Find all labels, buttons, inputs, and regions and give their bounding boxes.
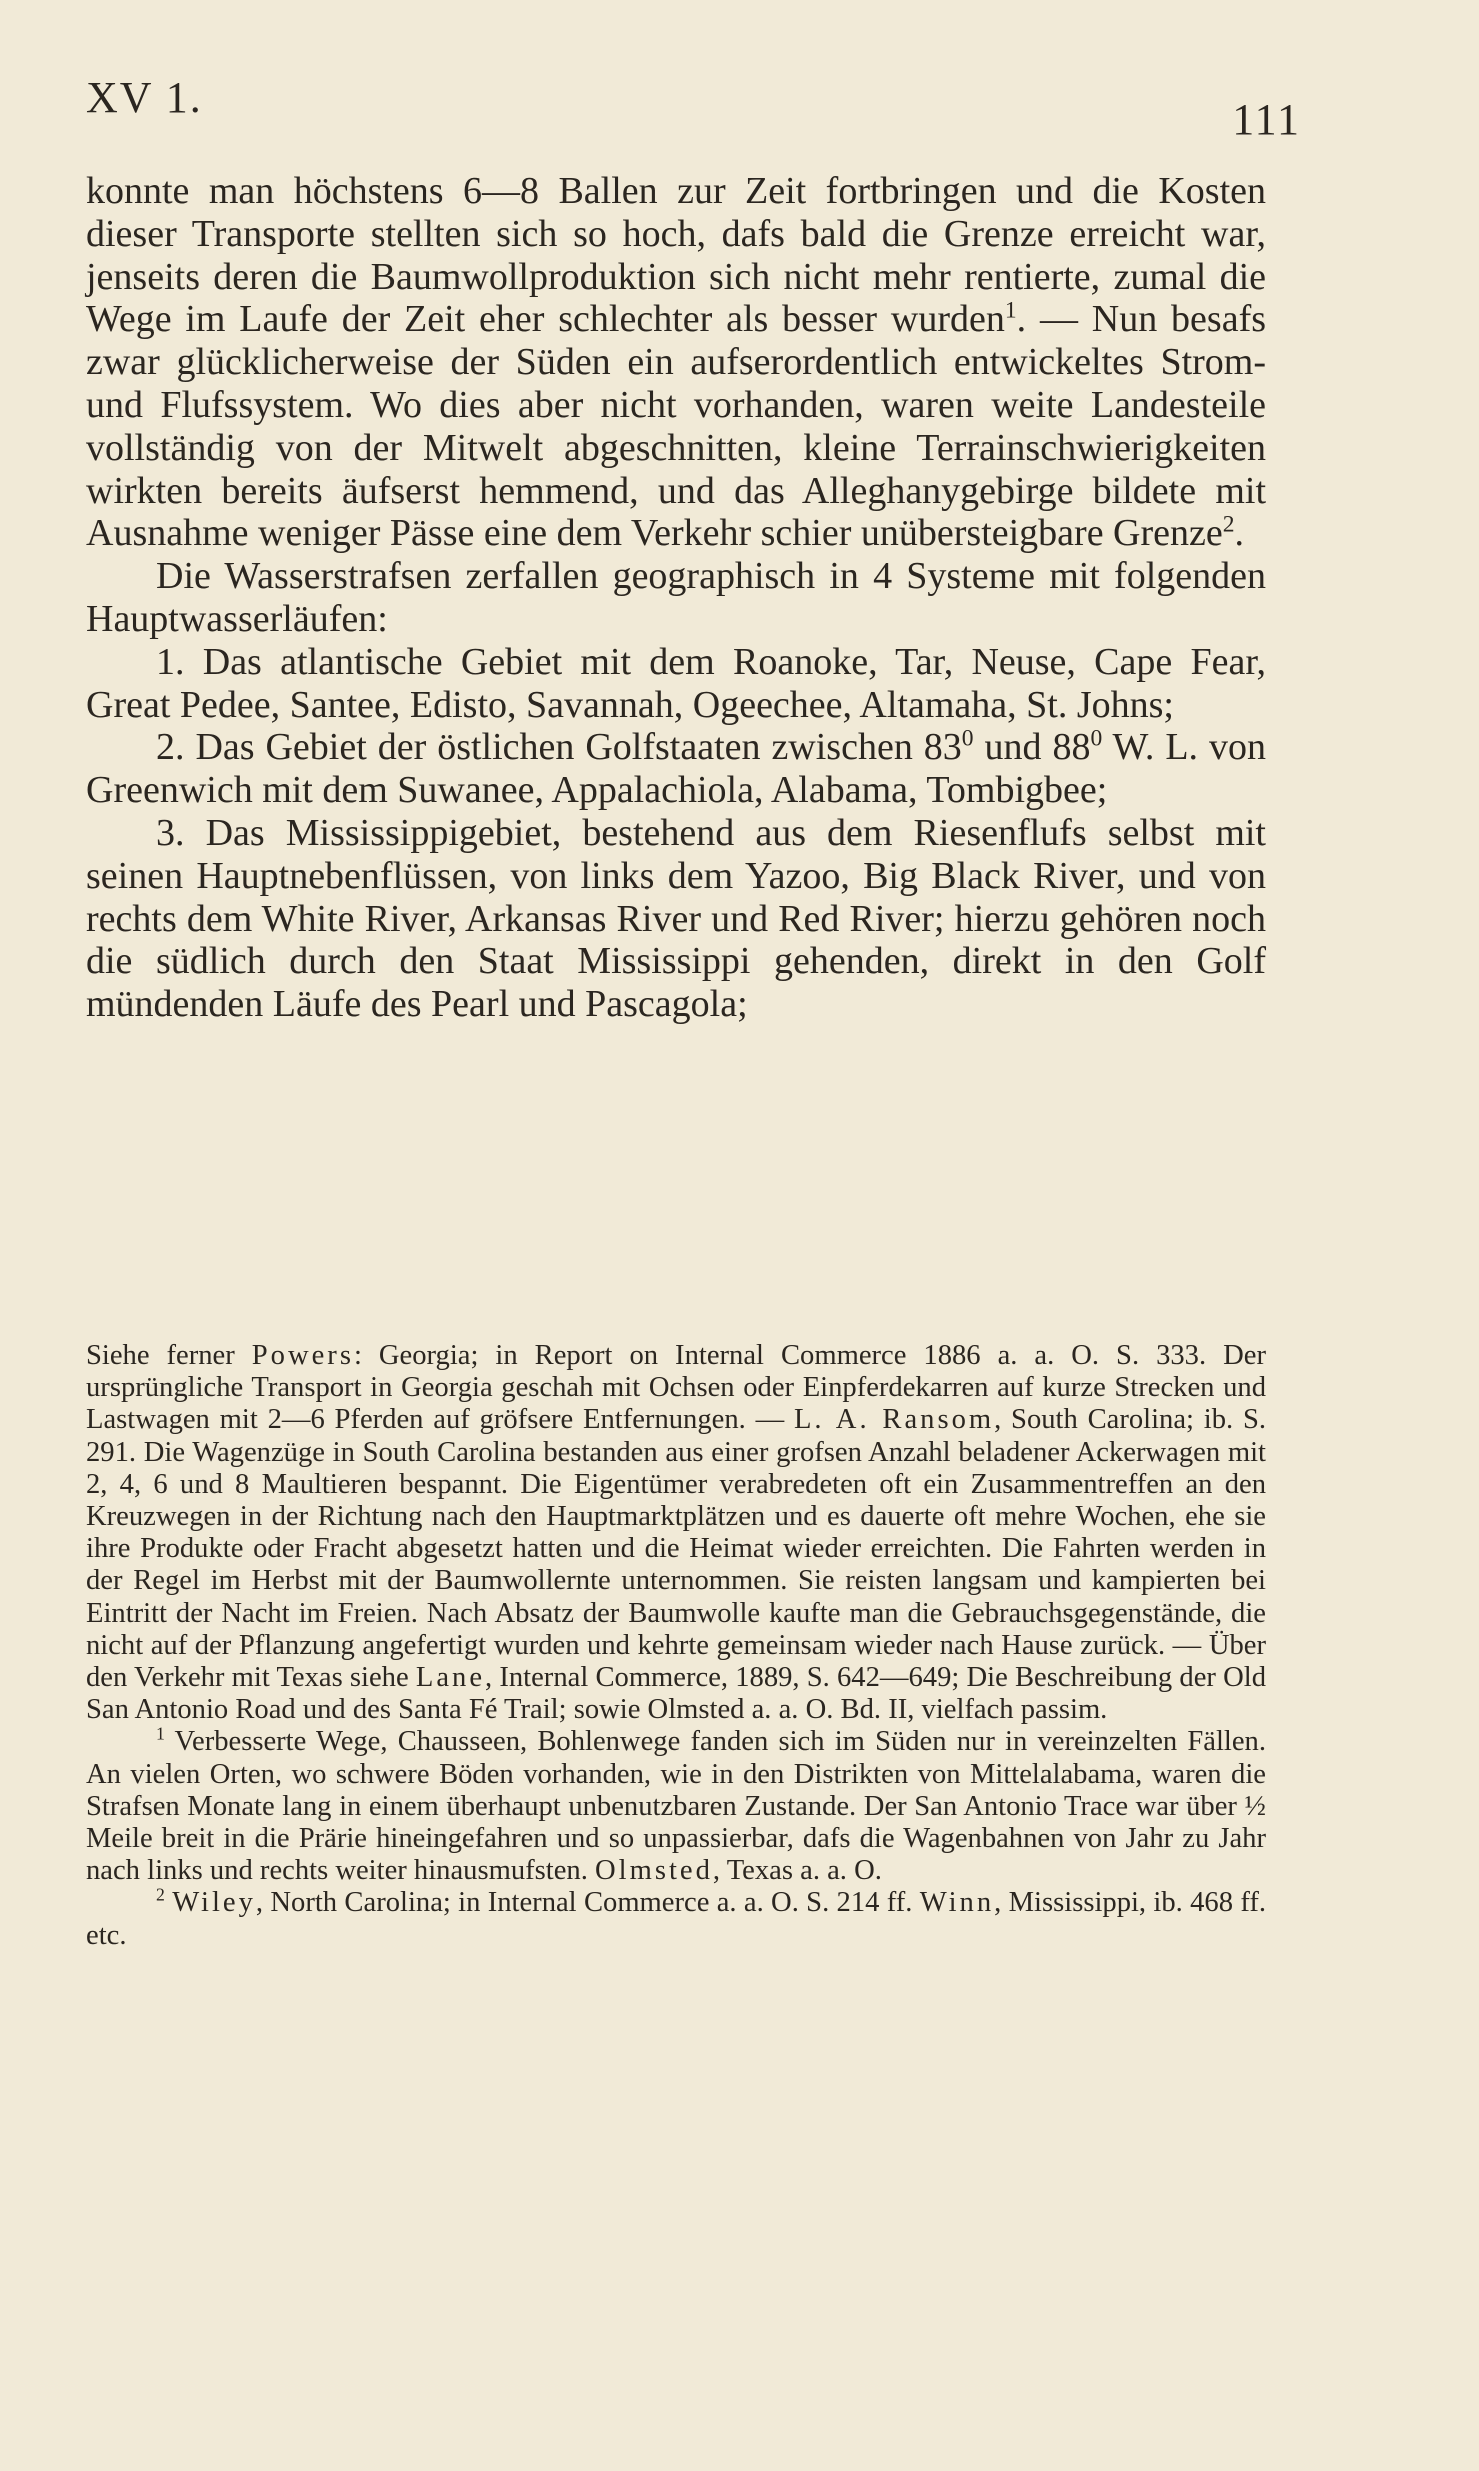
footnotes bbox=[86, 1340, 1266, 1952]
footnote-continued bbox=[86, 1340, 1266, 1726]
footnote-mark-1: 1 bbox=[156, 1723, 165, 1744]
paragraph-1-text-cont: . — Nun besafs zwar glücklicherweise der Süden ein aufserordentlich entwickeltes Strom- und Flufssystem. Wo dies aber nicht vorhanden, waren weite Landesteile vollständig von der Mitwelt abgeschnitten, kleine Terrainschwierigkeiten wirkten bereits äufserst hemmend, und das Alleghanygebirge bildete mit Ausnahme weniger Pässe eine dem Verkehr schier unübersteigbare Grenze bbox=[86, 298, 1267, 555]
list-item-1: 1. Das atlantische Gebiet mit dem Roanoke, Tar, Neuse, Cape Fear, Great Pedee, Santee, Edisto, Savannah, Ogeechee, Altamaha, St. Johns; bbox=[86, 640, 1266, 726]
footnote-text: : Georgia; in Report on Internal Commerce 1886 a. a. O. S. 333. Der ursprüngliche Transport in Georgia geschah mit Ochsen oder Einpferdekarren auf kurze Strecken und Lastwagen mit 2—6 Pferden auf gröfsere Entfernungen. — bbox=[86, 1340, 1266, 1436]
page-header bbox=[86, 72, 1301, 144]
author-name: Wiley bbox=[172, 1887, 256, 1919]
page-number: 111 bbox=[1232, 95, 1301, 144]
footnote-text: Meile breit in die Prärie hineingefahren und so unpassierbar, dafs die Wagenbahnen von Jahr zu Jahr nach links und rechts weiter hinausmufsten. bbox=[86, 1823, 1266, 1887]
footnote-1 bbox=[86, 1723, 1266, 1887]
footnote-ref-2[interactable]: 2 bbox=[1222, 511, 1235, 538]
fraction: ½ bbox=[1244, 1790, 1266, 1822]
footnote-text: Verbesserte Wege, Chausseen, Bohlenwege fanden sich im Süden nur in vereinzelten Fällen. An vielen Orten, wo schwere Böden vorhanden, wie in den Distrikten von Mittelalabama, waren die Strafsen Monate lang in einem überhaupt unbenutzbaren Zustande. Der San Antonio Trace war über bbox=[86, 1726, 1266, 1822]
footnote-text: , North Carolina; in Internal Commerce a. a. O. S. 214 ff. bbox=[255, 1887, 920, 1919]
list-item-2-text-cont: und 88 bbox=[973, 726, 1091, 769]
list-item-3: 3. Das Mississippigebiet, bestehend aus dem Riesenflufs selbst mit seinen Hauptnebenflüssen, von links dem Yazoo, Big Black River, und von rechts dem White River, Arkansas River und Red River; hierzu gehören noch die südlich durch den Staat Mississippi gehenden, direkt in den Golf mündenden Läufe des Pearl und Pascagola; bbox=[86, 811, 1266, 1026]
footnote-text: , South Carolina; ib. S. 291. Die Wagenzüge in South Carolina bestanden aus einer grofsen Anzahl beladener Ackerwagen mit 2, 4, 6 und 8 Maultieren bespannt. Die Eigentümer verabredeten oft ein Zusammentreffen an den Kreuzwegen in der Richtung nach den Hauptmarktplätzen und es dauerte oft mehre Wochen, ehe sie ihre Produkte oder Fracht abgesetzt hatten und die Heimat wieder erreichten. Die Fahrten werden in der Regel im Herbst mit der Baumwollernte unternommen. Sie reisten langsam und kampierten bei Eintritt der Nacht im Freien. Nach Absatz der Baumwolle kaufte man die Gebrauchsgegenstände, die nicht auf der Pflanzung angefertigt wurden und kehrte gemeinsam wieder nach Hause zurück. — Über den Verkehr mit Texas siehe bbox=[86, 1404, 1266, 1694]
paragraph-1 bbox=[86, 170, 1266, 555]
list-item-2-text-end: W. L. von Greenwich mit dem Suwanee, Appalachiola, Alabama, Tombigbee; bbox=[86, 726, 1266, 812]
author-name: Powers bbox=[251, 1340, 354, 1371]
author-name: L. A. Ransom bbox=[793, 1404, 995, 1436]
footnote-text: Siehe ferner bbox=[86, 1340, 252, 1371]
main-text bbox=[86, 170, 1266, 1026]
list-item-2 bbox=[86, 726, 1266, 812]
list-item-2-text: 2. Das Gebiet der östlichen Golfstaaten zwischen 83 bbox=[156, 726, 962, 769]
paragraph-1-text: konnte man höchstens 6—8 Ballen zur Zeit fortbringen und die Kosten dieser Transporte stellten sich so hoch, dafs bald die Grenze erreicht war, jenseits deren die Baumwollproduktion sich nicht mehr rentierte, zumal die Wege im Laufe der Zeit eher schlechter als besser wurden bbox=[86, 170, 1266, 341]
footnote-mark-2: 2 bbox=[156, 1884, 165, 1905]
paragraph-1-end: . bbox=[1234, 512, 1245, 555]
footnote-text: , Texas a. a. O. bbox=[712, 1855, 882, 1887]
footnote-text: , Internal Commerce, 1889, S. 642—649; Die Beschreibung der Old San Antonio Road und des Santa Fé Trail; sowie Olmsted a. a. O. Bd. II, vielfach passim. bbox=[86, 1662, 1266, 1726]
degree-mark: 0 bbox=[961, 725, 974, 752]
author-name: Olmsted bbox=[595, 1855, 713, 1887]
author-name: Winn bbox=[919, 1887, 995, 1919]
author-name: Lane bbox=[415, 1662, 486, 1694]
degree-mark: 0 bbox=[1090, 725, 1103, 752]
footnote-ref-1[interactable]: 1 bbox=[1004, 297, 1017, 324]
sheet-signature: XV 1. bbox=[86, 73, 203, 122]
footnote-2 bbox=[86, 1884, 1267, 1951]
paragraph-2: Die Wasserstrafsen zerfallen geographisch in 4 Systeme mit folgenden Hauptwasserläufen: bbox=[86, 555, 1266, 640]
footnote-text: , Mississippi, ib. 468 ff. etc. bbox=[86, 1887, 1267, 1951]
